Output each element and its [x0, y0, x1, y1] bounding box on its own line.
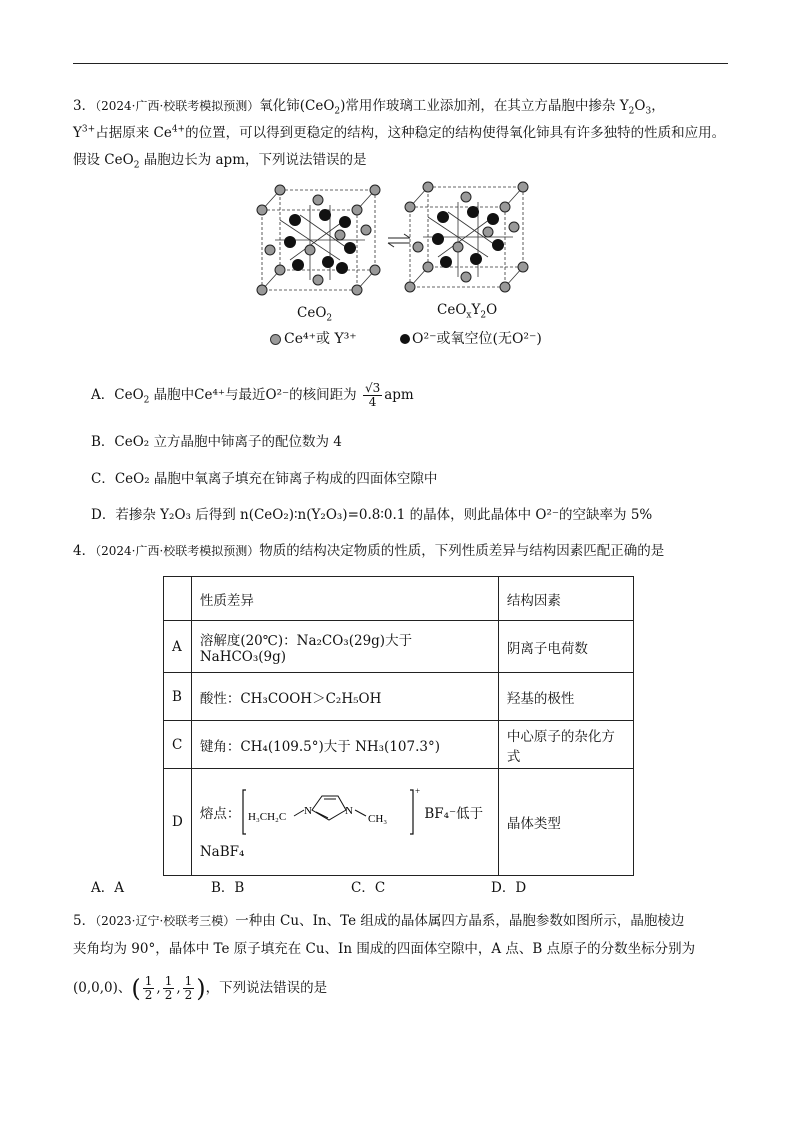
svg-text:N: N: [304, 805, 313, 817]
table-row: [164, 673, 634, 721]
row-property: 溶解度(20℃)：Na₂CO₃(29g)大于 NaHCO₃(9g): [191, 621, 498, 673]
svg-text:H₃CH₂C: H₃CH₂C: [248, 811, 287, 823]
row-factor: 晶体类型: [498, 769, 633, 876]
q3-stem-line3: 假设 CeO$_2$ 晶胞边长为 apm，下列说法错误的是: [73, 152, 367, 171]
q4-answer-c: C．C: [351, 880, 386, 896]
equilibrium-arrow: [388, 234, 410, 247]
q5-stem-line3: (0,0,0)、( $\frac{1}{2}$ , $\frac{1}{2}$ , $\frac{1}{2}$ )，下列说法错误的是: [73, 974, 328, 1003]
row-label: C: [164, 721, 192, 769]
header-cell-property: 性质差异: [191, 577, 498, 621]
row-label: B: [164, 673, 192, 721]
header-cell-factor: 结构因素: [498, 577, 633, 621]
q4-stem: 4．（2024·广西·校联考模拟预测）物质的结构决定物质的性质，下列性质差异与结构因素匹配正确的是: [73, 543, 665, 559]
q3-option-b: B．CeO₂ 立方晶胞中铈离子的配位数为 4: [91, 434, 342, 450]
imidazolium-structure: [242, 784, 422, 840]
row-factor: 羟基的极性: [498, 673, 633, 721]
row-label: D: [164, 769, 192, 876]
q4-table: [163, 576, 634, 876]
q5-stem-line1: 5．（2023·辽宁·校联考三模）一种由 Cu、In、Te 组成的晶体属四方晶系，晶胞参数如图所示，晶胞棱边: [73, 913, 685, 929]
q5-stem-line2: 夹角均为 90°，晶体中 Te 原子填充在 Cu、In 围成的四面体空隙中，A 点、B 点原子的分数坐标分别为: [73, 941, 696, 957]
table-row: [164, 721, 634, 769]
legend-cation: Ce⁴⁺或 Y³⁺: [270, 328, 357, 348]
header-rule: [73, 63, 728, 64]
header-cell-blank: [164, 577, 192, 621]
black-ion-icon: [400, 334, 410, 344]
q3-stem-line1: 3．（2024·广西·校联考模拟预测）氧化铈(CeO$_2$)常用作玻璃工业添加剂，在其立方晶胞中掺杂 $Y_2O_3$，: [73, 98, 665, 117]
coordinate-a: (0,0,0): [73, 980, 118, 996]
q3-option-a: A．CeO$_2$ 晶胞中Ce⁴⁺与最近O²⁻的核间距为 $\frac{√3}{4}$ apm: [91, 381, 414, 409]
crystal-figure: [250, 180, 550, 315]
row-label: A: [164, 621, 192, 673]
row-property-line2: NaBF₄: [199, 844, 245, 860]
row-property: 键角：CH₄(109.5°)大于 NH₃(107.3°): [191, 721, 498, 769]
table-header-row: [164, 577, 634, 621]
fraction-sqrt3-over-4: $\frac{√3}{4}$: [364, 381, 381, 409]
row-factor: 中心原子的杂化方式: [498, 721, 633, 769]
q4-answer-d: D．D: [491, 880, 527, 896]
table-row: [164, 621, 634, 673]
grey-ion-icon: [270, 334, 281, 345]
svg-text:N: N: [345, 805, 354, 817]
svg-text:+: +: [415, 786, 421, 796]
svg-text:CH₃: CH₃: [368, 813, 388, 825]
q4-answer-a: A．A: [91, 880, 124, 896]
row-property: 酸性：CH₃COOH＞C₂H₅OH: [191, 673, 498, 721]
row-factor: 阴离子电荷数: [498, 621, 633, 673]
legend-anion: O²⁻或氧空位(无O²⁻): [400, 328, 542, 348]
row-property: 熔点： H₃CH₂C N N CH₃ + BF₄⁻低于 NaBF₄: [191, 769, 498, 876]
q4-answer-b: B．B: [211, 880, 245, 896]
q3-option-c: C．CeO₂ 晶胞中氧离子填充在铈离子构成的四面体空隙中: [91, 471, 438, 487]
caption-ceo-y2o: $CeO_xY_2O$: [437, 302, 498, 321]
q3-stem-line2: $Y^{3+}$占据原来 $Ce^{4+}$的位置，可以得到更稳定的结构，这种稳定的结构使得氧化铈具有许多独特的性质和应用。: [73, 124, 726, 141]
q3-option-d: D．若掺杂 Y₂O₃ 后得到 n(CeO₂)∶n(Y₂O₃)=0.8∶0.1 的晶体，则此晶体中 O²⁻的空缺率为 5%: [91, 507, 653, 523]
caption-ceo2: CeO$_2$: [297, 305, 333, 324]
table-row: [164, 769, 634, 876]
